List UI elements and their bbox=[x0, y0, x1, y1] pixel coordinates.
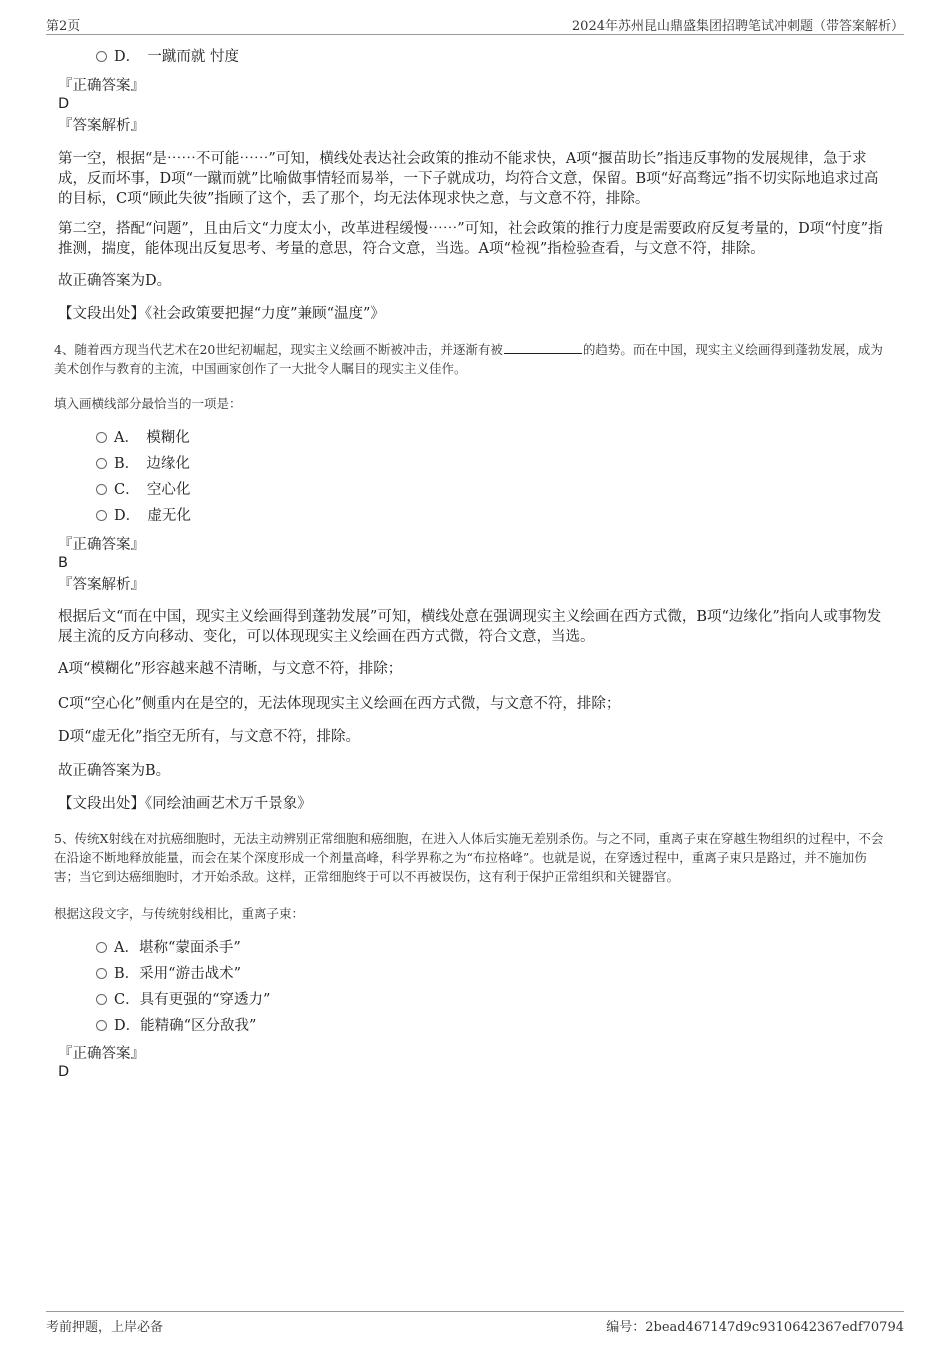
answer-blank bbox=[504, 341, 582, 354]
option-c[interactable]: C．具有更强的“穿透力” bbox=[96, 990, 270, 1010]
answer-label: 『正确答案』 bbox=[58, 1046, 145, 1062]
analysis-label: 『答案解析』 bbox=[58, 118, 145, 134]
page-number: 第2页 bbox=[46, 19, 81, 34]
analysis-paragraph: 第一空，根据“是⋯⋯不可能⋯⋯”可知，横线处表达社会政策的推动不能求快，A项“揠苗助长”指违反事物的发展规律，急于求成，反而坏事，D项“一蹴而就”比喻做事情轻而易举，一下子就成功，均符合文意，保留。B项“好高骛远”指不切实际地追求过高的目标，C项“顾此失彼”指顾了这个，丢了那个，均无法体现求快之意，与文意不符，排除。 bbox=[58, 151, 879, 207]
analysis-conclusion: 故正确答案为B。 bbox=[58, 763, 171, 779]
analysis-paragraph: 第二空，搭配“问题”，且由后文“力度太小，改革进程缓慢⋯⋯”可知，社会政策的推行力度是需要政府反复考量的，D项“忖度”指推测，揣度，能体现出反复思考、考量的意思，符合文意，当选。A项“检视”指检验查看，与文意不符，排除。 bbox=[58, 221, 883, 257]
option-d[interactable]: D．能精确“区分敌我” bbox=[96, 1016, 256, 1036]
source-citation: 【文段出处】《社会政策要把握“力度”兼顾“温度”》 bbox=[58, 306, 385, 322]
analysis-label: 『答案解析』 bbox=[58, 577, 145, 593]
analysis-paragraph: C项“空心化”侧重内在是空的，无法体现现实主义绘画在西方式微，与文意不符，排除； bbox=[58, 696, 621, 712]
answer-label: 『正确答案』 bbox=[58, 78, 145, 94]
radio-icon[interactable] bbox=[96, 484, 107, 495]
option-c[interactable]: C． 空心化 bbox=[96, 480, 190, 500]
analysis-paragraph: D项“虚无化”指空无所有，与文意不符，排除。 bbox=[58, 729, 360, 745]
document-id: 编号：2bead467147d9c9310642367edf70794 bbox=[606, 1320, 904, 1335]
radio-icon[interactable] bbox=[96, 942, 107, 953]
radio-icon[interactable] bbox=[96, 994, 107, 1005]
question-5-stem: 5、传统X射线在对抗癌细胞时，无法主动辨别正常细胞和癌细胞，在进入人体后实施无差别杀伤。与之不同，重离子束在穿越生物组织的过程中，不会在沿途不断地释放能量，而会在某个深度形成一个剂量高峰，科学界称之为“布拉格峰”。也就是说，在穿透过程中，重离子束只是路过，并不施加伤害；当它到达癌细胞时，才开始杀敌。这样，正常细胞终于可以不再被误伤，这有利于保护正常组织和关键器官。 bbox=[54, 831, 884, 884]
analysis-conclusion: 故正确答案为D。 bbox=[58, 273, 172, 289]
page-header bbox=[46, 12, 904, 35]
option-a[interactable]: A． 模糊化 bbox=[96, 428, 190, 448]
question-4-stem: 4、随着西方现当代艺术在20世纪初崛起，现实主义绘画不断被冲击，并逐渐有被 的趋势。而在中国，现实主义绘画得到蓬勃发展，成为美术创作与教育的主流，中国画家创作了一大批令人瞩目的现实主义佳作。 bbox=[54, 342, 883, 376]
source-citation: 【文段出处】《同绘油画艺术万千景象》 bbox=[58, 796, 312, 812]
radio-icon[interactable] bbox=[96, 510, 107, 521]
answer-value: D bbox=[58, 1064, 70, 1080]
option-b[interactable]: B． 边缘化 bbox=[96, 454, 190, 474]
answer-value: B bbox=[58, 555, 68, 571]
radio-icon[interactable] bbox=[96, 1020, 107, 1031]
question-4-prompt: 填入画横线部分最恰当的一项是： bbox=[54, 396, 242, 411]
radio-icon[interactable] bbox=[96, 458, 107, 469]
answer-value: D bbox=[58, 96, 70, 112]
radio-icon[interactable] bbox=[96, 432, 107, 443]
answer-label: 『正确答案』 bbox=[58, 537, 145, 553]
option-b[interactable]: B．采用“游击战术” bbox=[96, 964, 241, 984]
radio-icon[interactable] bbox=[96, 968, 107, 979]
option-a[interactable]: A．堪称“蒙面杀手” bbox=[96, 938, 241, 958]
page-footer bbox=[46, 1311, 904, 1338]
radio-icon[interactable] bbox=[96, 51, 107, 62]
question-5-prompt: 根据这段文字，与传统射线相比，重离子束： bbox=[54, 906, 305, 921]
footer-slogan: 考前押题，上岸必备 bbox=[46, 1320, 164, 1335]
document-title: 2024年苏州昆山鼎盛集团招聘笔试冲刺题（带答案解析） bbox=[571, 19, 904, 34]
option-d[interactable]: D． 一蹴而就 忖度 bbox=[96, 47, 239, 67]
option-d[interactable]: D． 虚无化 bbox=[96, 506, 191, 526]
analysis-paragraph: A项“模糊化”形容越来越不清晰，与文意不符，排除； bbox=[58, 661, 403, 677]
analysis-paragraph: 根据后文“而在中国，现实主义绘画得到蓬勃发展”可知，横线处意在强调现实主义绘画在西方式微，B项“边缘化”指向人或事物发展主流的反方向移动、变化，可以体现现实主义绘画在西方式微，符合文意，当选。 bbox=[58, 609, 882, 645]
